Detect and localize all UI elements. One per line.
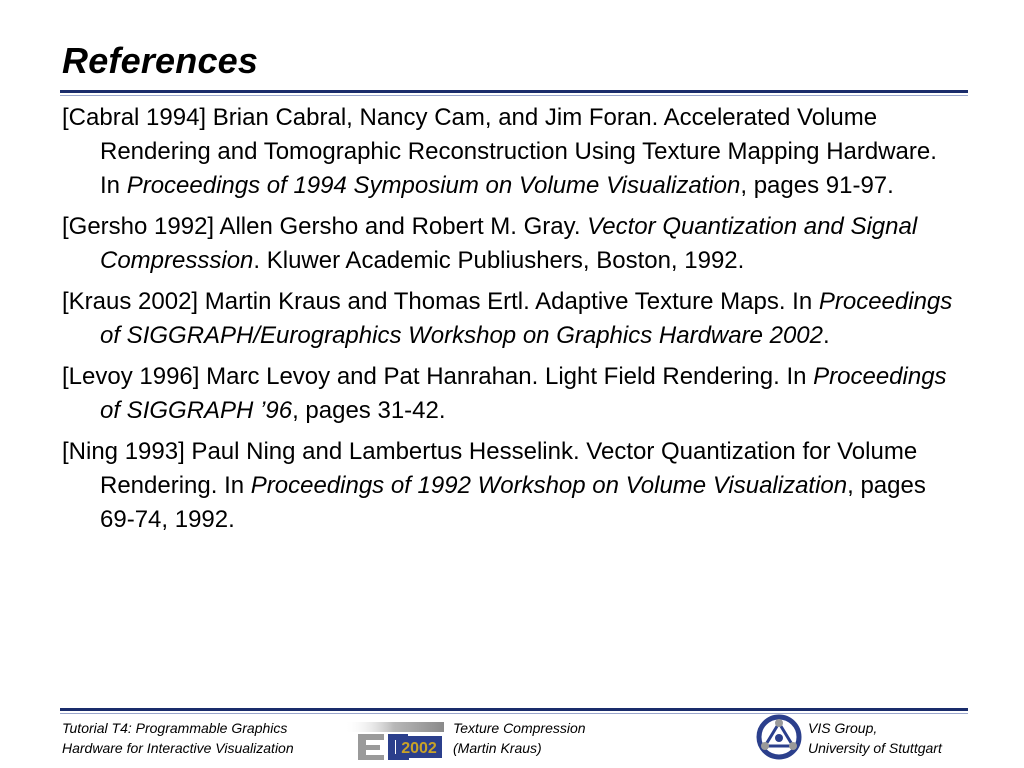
footer-affiliation-line1: VIS Group, (808, 720, 878, 736)
logo-year-text: 2002 (401, 740, 437, 757)
reference-authors-title: Allen Gersho and Robert M. Gray. (214, 213, 588, 240)
footer-tutorial-line1: Tutorial T4: Programmable Graphics (62, 720, 288, 736)
reference-item (62, 285, 962, 353)
footer-topic (453, 718, 586, 758)
reference-details: . Kluwer Academic Publiushers, Boston, 1992. (253, 247, 745, 274)
reference-list (62, 101, 962, 544)
reference-details: , pages 91-97. (740, 172, 894, 199)
reference-authors-title: Marc Levoy and Pat Hanrahan. Light Field Rendering. In (199, 363, 814, 390)
reference-key: [Kraus 2002] (62, 288, 199, 315)
reference-key: [Gersho 1992] (62, 213, 215, 240)
footer-tutorial (62, 718, 294, 758)
reference-details: , pages 69-74, 1992. (100, 472, 926, 533)
reference-venue: Proceedings of SIGGRAPH/Eurographics Workshop on Graphics Hardware 2002 (100, 288, 953, 349)
reference-item (62, 101, 962, 203)
footer-affiliation (808, 718, 942, 758)
footer-topic-line1: Texture Compression (453, 720, 586, 736)
eurographics-2002-logo (344, 716, 444, 760)
footer-affiliation-line2: University of Stuttgart (808, 740, 942, 756)
reference-item (62, 360, 962, 428)
reference-venue: Proceedings of 1992 Workshop on Volume Visualization (250, 472, 848, 499)
slide-title: References (62, 40, 259, 81)
reference-authors-title: Brian Cabral, Nancy Cam, and Jim Foran. Accelerated Volume Rendering and Tomographic Reconstruction Using Texture Mapping Hardware. In (100, 104, 937, 199)
reference-key: [Cabral 1994] (62, 104, 207, 131)
footer-topic-line2: (Martin Kraus) (453, 740, 542, 756)
reference-item (62, 210, 962, 278)
reference-venue: Vector Quantization and Signal Compresssion (100, 213, 918, 274)
reference-key: [Levoy 1996] (62, 363, 200, 390)
footer-tutorial-line2: Hardware for Interactive Visualization (62, 740, 294, 756)
header-rule (60, 90, 968, 93)
reference-item (62, 435, 962, 537)
footer-rule (60, 708, 968, 711)
reference-details: . (823, 322, 830, 349)
reference-venue: Proceedings of SIGGRAPH ’96 (100, 363, 947, 424)
reference-authors-title: Martin Kraus and Thomas Ertl. Adaptive Texture Maps. In (198, 288, 819, 315)
reference-key: [Ning 1993] (62, 438, 185, 465)
footer-rule-thin (60, 713, 968, 714)
header-rule-thin (60, 95, 968, 96)
reference-authors-title: Paul Ning and Lambertus Hesselink. Vector Quantization for Volume Rendering. In (100, 438, 918, 499)
vis-group-logo-icon (756, 714, 802, 760)
reference-venue: Proceedings of 1994 Symposium on Volume Visualization (126, 172, 741, 199)
reference-details: , pages 31-42. (292, 397, 446, 424)
